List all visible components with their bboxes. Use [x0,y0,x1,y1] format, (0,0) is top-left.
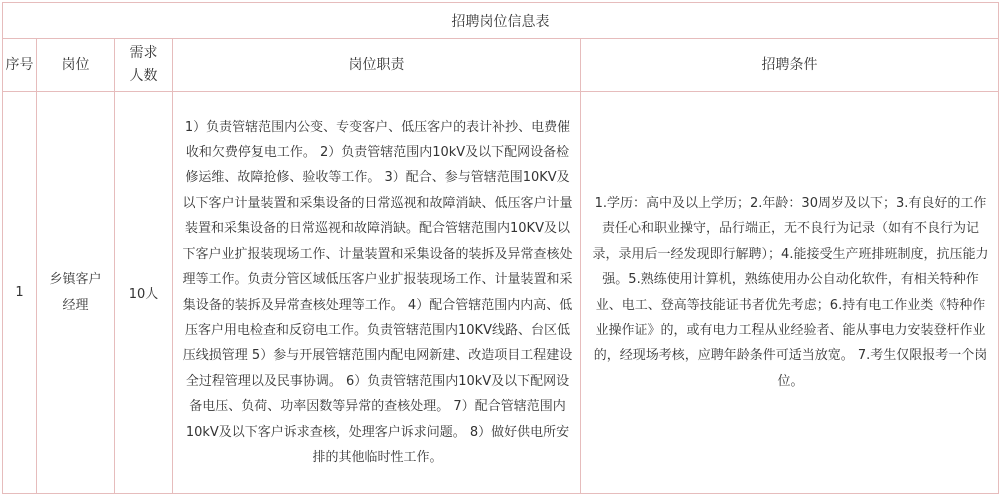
table-title: 招聘岗位信息表 [3,3,999,39]
cell-index: 1 [3,92,37,494]
cell-requirements: 1.学历：高中及以上学历；2.年龄：30周岁及以下；3.有良好的工作责任心和职业操守，品行端正，无不良行为记录（如有不良行为记录，录用后一经发现即行解聘）；4.能接受生产班排班制度，抗压能力强。5.熟练使用计算机，熟练使用办公自动化软件，有相关特种作业、电工、登高等技能证书者优先考虑；6.持有电工作业类《特种作业操作证》的，或有电力工程从业经验者、能从事电力安装登杆作业的，经现场考核，应聘年龄条件可适当放宽。 7.考生仅限报考一个岗位。 [581,92,999,494]
cell-duties: 1）负责管辖范围内公变、专变客户、低压客户的表计补抄、电费催收和欠费停复电工作。 2）负责管辖范围内10kV及以下配网设备检修运维、故障抢修、验收等工作。 3）配合、参与管辖范围10KV及以下客户计量装置和采集设备的日常巡视和故障消缺、低压客户计量装置和采集设备的日常巡视和故障消缺。配合管辖范围内10KV及以下客户业扩报装现场工作、计量装置和采集设备的装拆及异常查核处理等工作。负责分管区域低压客户业扩报装现场工作、计量装置和采集设备的装拆及异常查核处理等工作。 4）配合管辖范围内内高、低压客户用电检查和反窃电工作。负责管辖范围内10KV线路、台区低压线损管理 5）参与开展管辖范围内配电网新建、改造项目工程建设全过程管理以及民事协调。 6）负责管辖范围内10kV及以下配网设备电压、负荷、功率因数等异常的查核处理。 7）配合管辖范围内10kV及以下客户诉求查核，处理客户诉求问题。 8）做好供电所安排的其他临时性工作。 [173,92,581,494]
table-header-row [3,39,999,92]
header-position: 岗位 [37,39,115,92]
header-requirements: 招聘条件 [581,39,999,92]
cell-position: 乡镇客户经理 [37,92,115,494]
header-count: 需求 人数 [115,39,173,92]
recruitment-table [2,2,999,494]
table-row [3,92,999,494]
cell-count: 10人 [115,92,173,494]
header-index: 序号 [3,39,37,92]
header-duties: 岗位职责 [173,39,581,92]
table-title-row [3,3,999,39]
